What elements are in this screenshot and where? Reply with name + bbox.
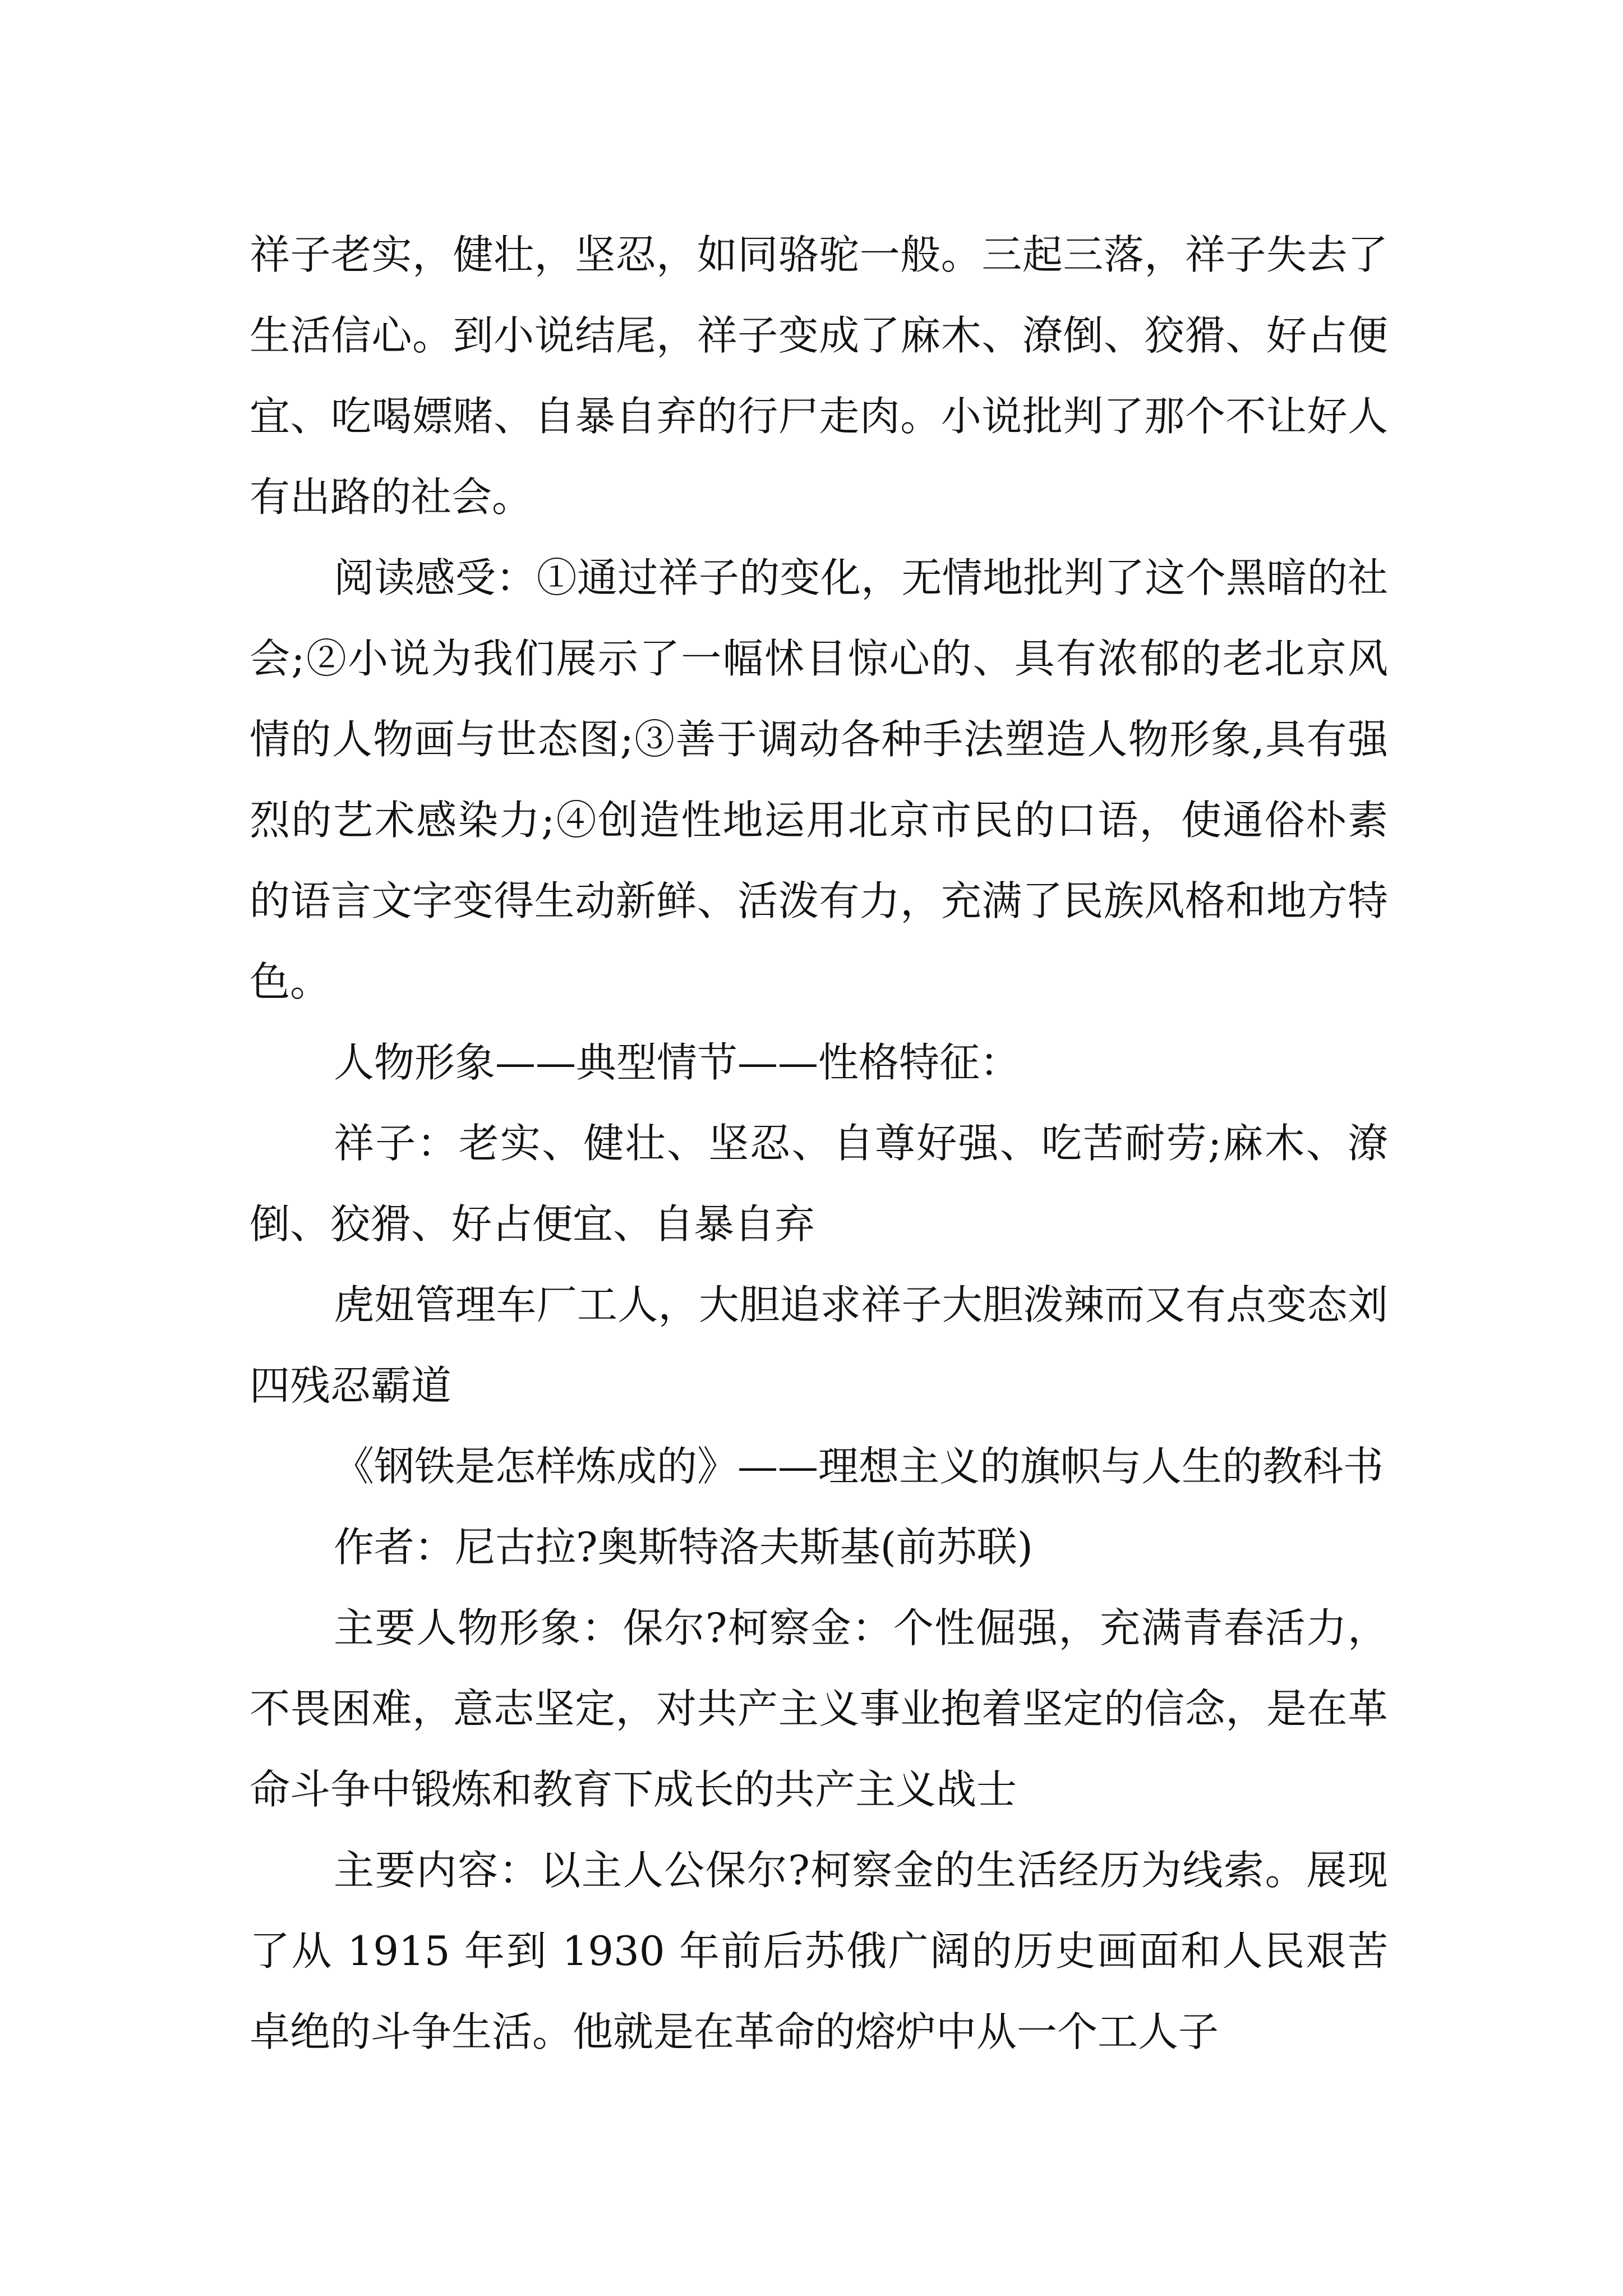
body-text <box>250 214 1388 2072</box>
paragraph-main-character: 主要人物形象：保尔?柯察金：个性倔强，充满青春活力，不畏困难，意志坚定，对共产主义事业抱着坚定的信念，是在革命斗争中锻炼和教育下成长的共产主义战士 <box>250 1604 1388 1813</box>
paragraph-author: 作者：尼古拉?奥斯特洛夫斯基(前苏联) <box>334 1524 1033 1571</box>
paragraph-xiangzi-traits: 祥子：老实、健壮、坚忍、自尊好强、吃苦耐劳;麻木、潦倒、狡猾、好占便宜、自暴自弃 <box>250 1120 1388 1248</box>
paragraph-xiangzi-summary: 祥子老实，健壮，坚忍，如同骆驼一般。三起三落，祥子失去了生活信心。到小说结尾，祥子变成了麻木、潦倒、狡猾、好占便宜、吃喝嫖赌、自暴自弃的行尸走肉。小说批判了那个不让好人有出路的社会。 <box>250 231 1388 521</box>
paragraph-character-heading: 人物形象——典型情节——性格特征： <box>334 1039 1021 1086</box>
paragraph-huniu-liusi: 虎妞管理车厂工人，大胆追求祥子大胆泼辣而又有点变态刘四残忍霸道 <box>250 1281 1388 1409</box>
paragraph-main-content: 主要内容：以主人公保尔?柯察金的生活经历为线索。展现了从 1915 年到 1930 年前后苏俄广阔的历史画面和人民艰苦卓绝的斗争生活。他就是在革命的熔炉中从一个工人子 <box>250 1847 1388 2055</box>
paragraph-reading-impressions: 阅读感受：①通过祥子的变化，无情地批判了这个黑暗的社会;②小说为我们展示了一幅怵目惊心的、具有浓郁的老北京风情的人物画与世态图;③善于调动各种手法塑造人物形象,具有强烈的艺术感染力;④创造性地运用北京市民的口语，使通俗朴素的语言文字变得生动新鲜、活泼有力，充满了民族风格和地方特色。 <box>250 554 1388 1005</box>
paragraph-steel-title: 《钢铁是怎样炼成的》——理想主义的旗帜与人生的教科书 <box>334 1443 1384 1490</box>
